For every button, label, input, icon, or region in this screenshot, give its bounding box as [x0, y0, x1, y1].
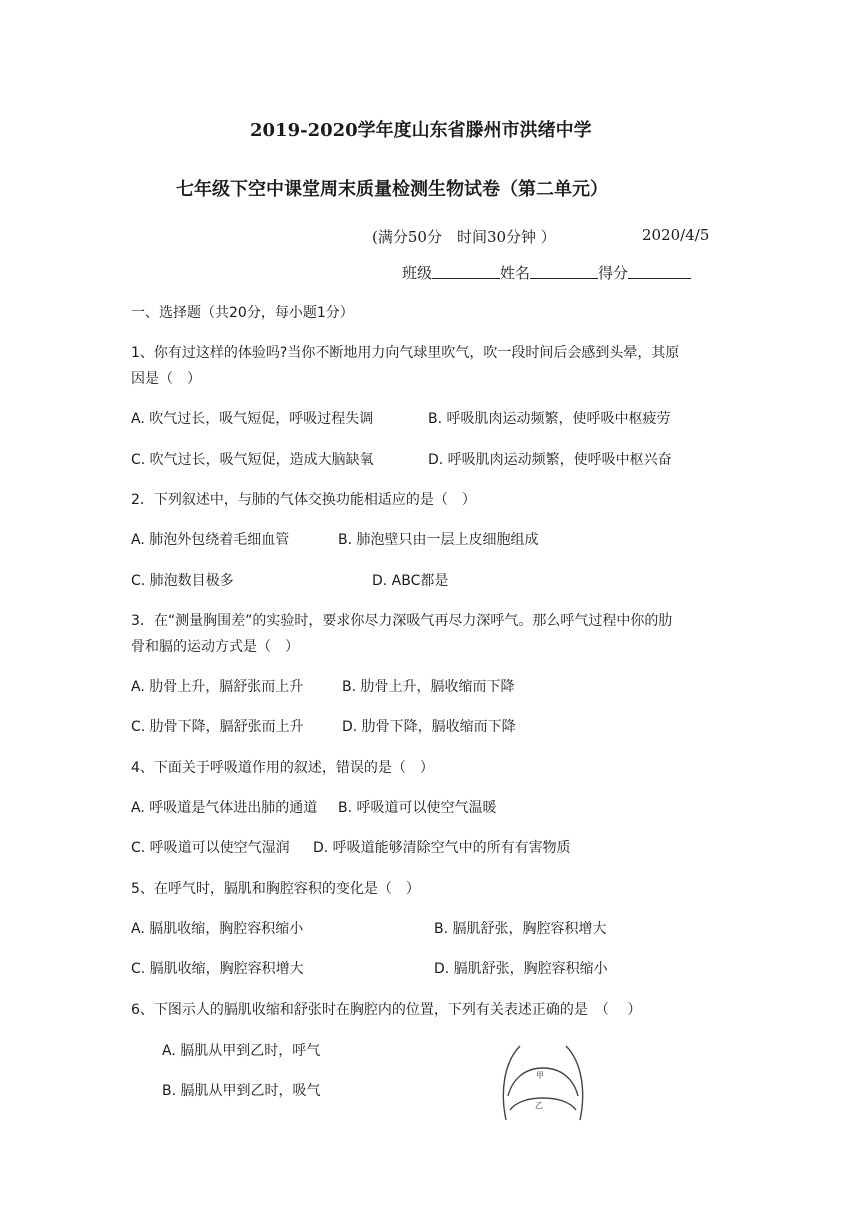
diaphragm-position-bottom	[510, 1098, 576, 1110]
class-blank[interactable]	[432, 264, 500, 279]
question-1-stem-line-1: 1、你有过这样的体验吗?当你不断地用力向气球里吹气，吹一段时间后会感到头晕，其原	[131, 345, 680, 361]
score-label: 得分	[598, 264, 629, 282]
student-info-line	[402, 262, 691, 283]
question-4-option-b[interactable]: B. 呼吸道可以使空气温暖	[338, 800, 497, 816]
title-line-1: 2019-2020学年度山东省滕州市洪绪中学	[250, 120, 592, 141]
question-4-option-a[interactable]: A. 呼吸道是气体进出肺的通道	[131, 800, 318, 816]
figure-label-bottom: 乙	[535, 1101, 543, 1110]
question-4-stem: 4、下面关于呼吸道作用的叙述，错误的是（ ）	[131, 760, 434, 776]
question-3-stem-line-2: 骨和膈的运动方式是（ ）	[131, 639, 299, 655]
question-4-option-d[interactable]: D. 呼吸道能够清除空气中的所有有害物质	[313, 840, 571, 856]
title-line-2: 七年级下空中课堂周末质量检测生物试卷（第二单元）	[176, 179, 608, 200]
question-5-option-a[interactable]: A. 膈肌收缩，胸腔容积缩小	[131, 921, 304, 937]
question-1-stem-line-2: 因是（ ）	[131, 371, 201, 387]
question-5-option-c[interactable]: C. 膈肌收缩，胸腔容积增大	[131, 961, 304, 977]
question-5-stem: 5、在呼气时，膈肌和胸腔容积的变化是（ ）	[131, 881, 420, 897]
question-4-option-c[interactable]: C. 呼吸道可以使空气湿润	[131, 840, 290, 856]
question-6-option-a[interactable]: A. 膈肌从甲到乙时，呼气	[162, 1043, 321, 1059]
question-1-option-c[interactable]: C. 吹气过长，吸气短促，造成大脑缺氧	[131, 452, 374, 468]
diaphragm-diagram	[498, 1040, 588, 1126]
question-2-option-a[interactable]: A. 肺泡外包绕着毛细血管	[131, 532, 290, 548]
question-3-option-d[interactable]: D. 肋骨下降，膈收缩而下降	[342, 719, 516, 735]
question-1-option-d[interactable]: D. 呼吸肌肉运动频繁，使呼吸中枢兴奋	[428, 452, 672, 468]
question-2-option-b[interactable]: B. 肺泡壁只由一层上皮细胞组成	[338, 532, 539, 548]
question-3-stem-line-1: 3．在“测量胸围差”的实验时，要求你尽力深吸气再尽力深呼气。那么呼气过程中你的肋	[131, 613, 673, 629]
question-6-stem: 6、下图示人的膈肌收缩和舒张时在胸腔内的位置，下列有关表述正确的是 （ ）	[131, 1002, 642, 1018]
question-3-option-b[interactable]: B. 肋骨上升，膈收缩而下降	[342, 679, 515, 695]
question-2-option-d[interactable]: D. ABC都是	[372, 573, 449, 589]
question-1-option-a[interactable]: A. 吹气过长，吸气短促，呼吸过程失调	[131, 411, 374, 427]
question-3-option-a[interactable]: A. 肋骨上升，膈舒张而上升	[131, 679, 304, 695]
question-5-option-d[interactable]: D. 膈肌舒张，胸腔容积缩小	[434, 961, 608, 977]
score-blank[interactable]	[628, 264, 691, 279]
exam-date: 2020/4/5	[642, 226, 710, 244]
question-5-option-b[interactable]: B. 膈肌舒张，胸腔容积增大	[434, 921, 607, 937]
question-2-option-c[interactable]: C. 肺泡数目极多	[131, 573, 234, 589]
question-2-stem: 2．下列叙述中，与肺的气体交换功能相适应的是（ ）	[131, 492, 476, 508]
name-label: 姓名	[500, 264, 531, 282]
question-1-option-b[interactable]: B. 呼吸肌肉运动频繁，使呼吸中枢疲劳	[428, 411, 671, 427]
score-time: (满分50分 时间30分钟 ）	[372, 228, 556, 246]
figure-label-top: 甲	[536, 1071, 544, 1080]
question-6-option-b[interactable]: B. 膈肌从甲到乙时，吸气	[162, 1083, 321, 1099]
name-blank[interactable]	[530, 264, 598, 279]
question-3-option-c[interactable]: C. 肋骨下降，膈舒张而上升	[131, 719, 304, 735]
class-label: 班级	[402, 264, 433, 282]
section-title: 一、选择题（共20分，每小题1分）	[131, 305, 354, 321]
